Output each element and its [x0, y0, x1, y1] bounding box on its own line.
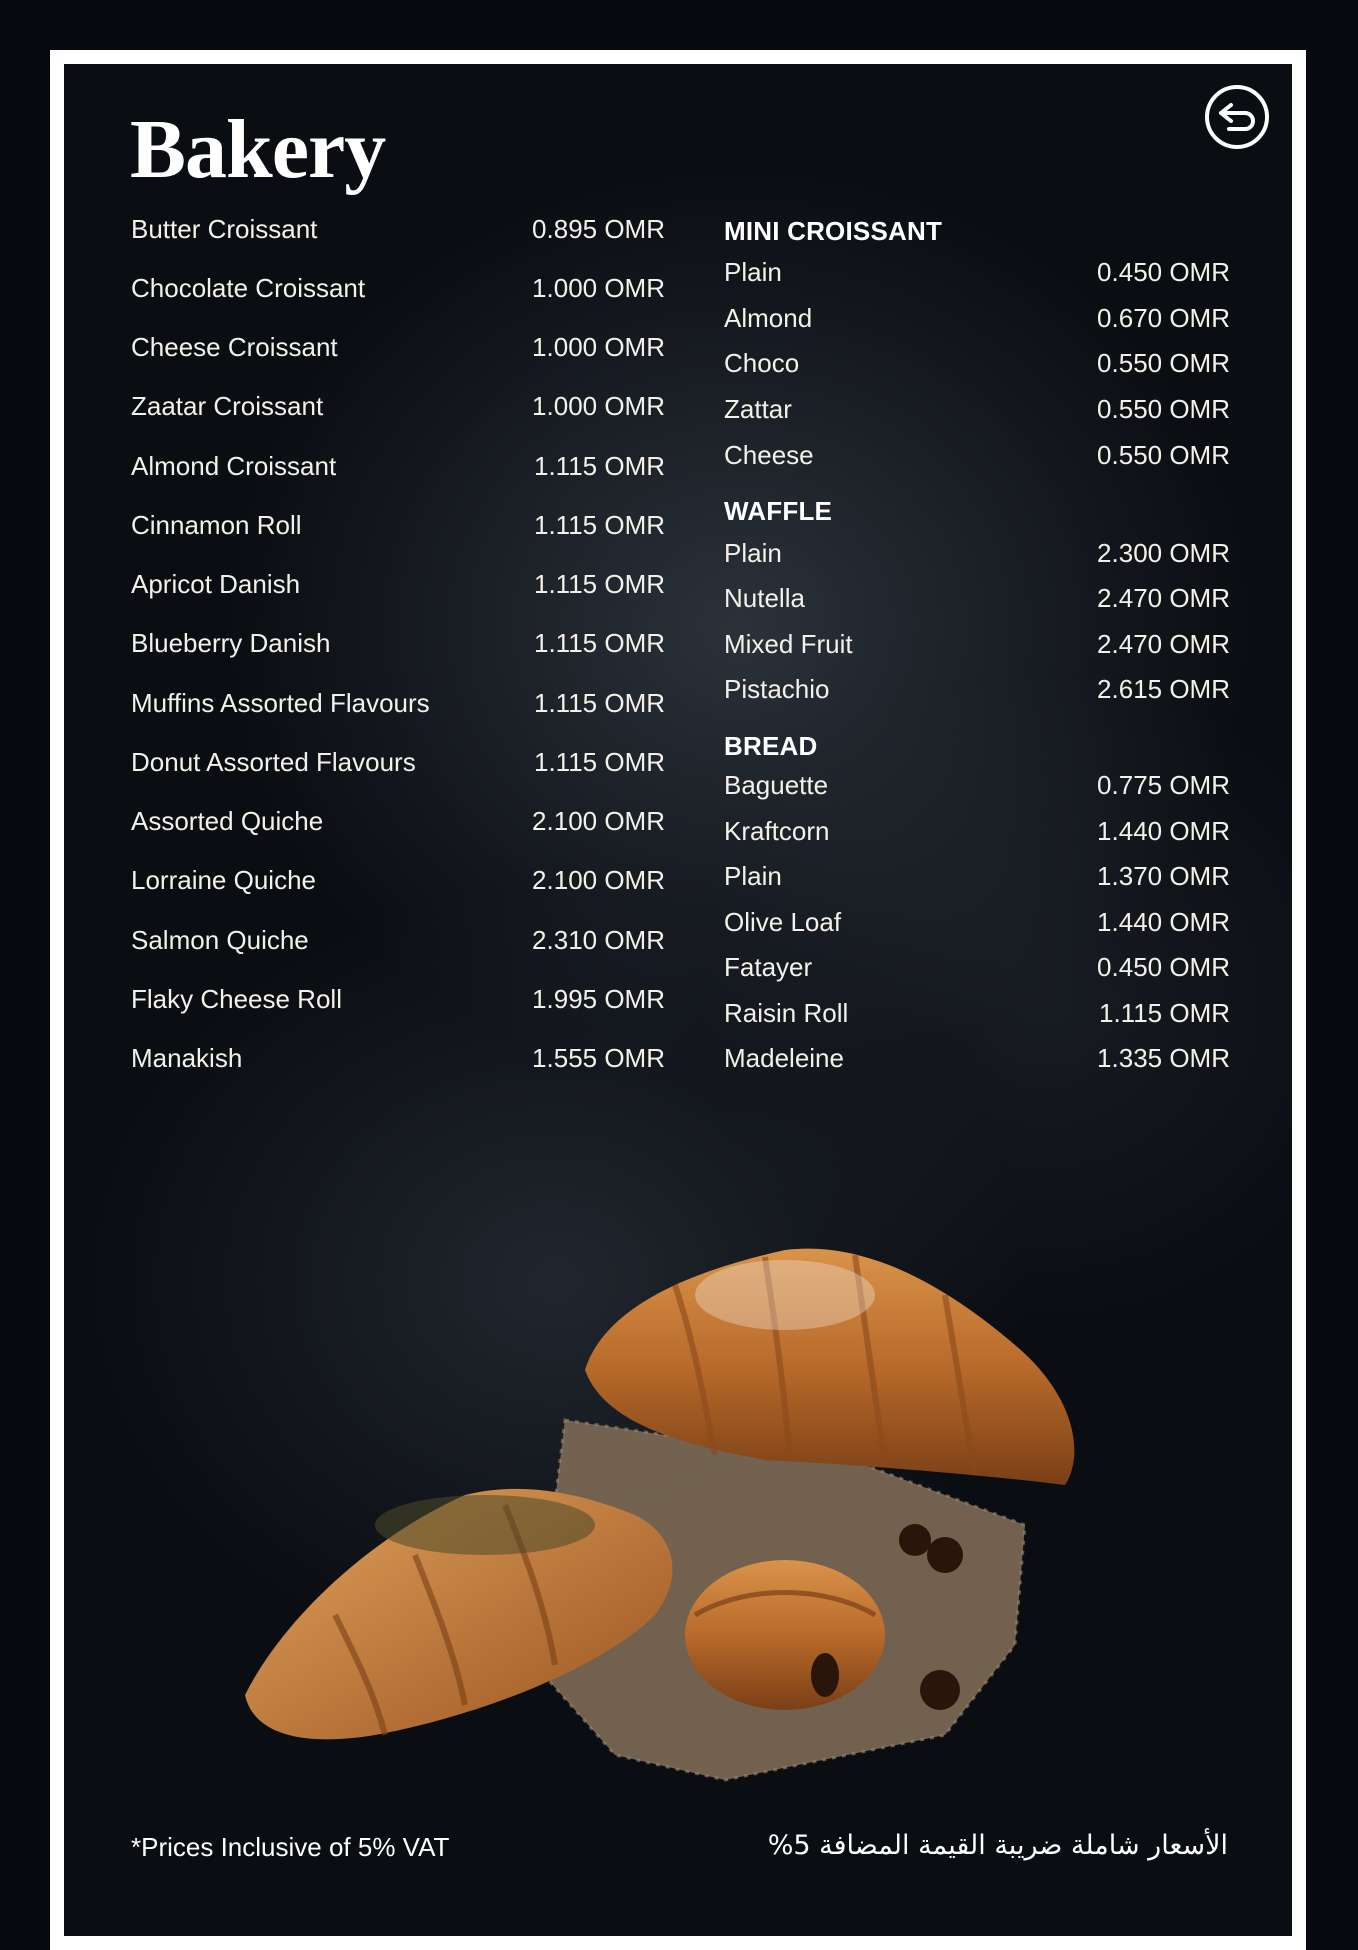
item-price: 2.310 OMR — [532, 925, 665, 955]
item-name: Olive Loaf — [724, 907, 842, 937]
item-name: Muffins Assorted Flavours — [131, 688, 430, 718]
item-name: Plain — [724, 257, 782, 287]
pain-au-chocolat — [685, 1560, 885, 1710]
item-price: 2.300 OMR — [1097, 538, 1230, 568]
item-price: 2.100 OMR — [532, 806, 665, 836]
item-name: Almond Croissant — [131, 451, 337, 481]
page-title: Bakery — [130, 103, 386, 196]
item-price: 1.115 OMR — [533, 628, 665, 658]
item-price: 1.440 OMR — [1097, 816, 1230, 846]
item-price: 2.100 OMR — [532, 865, 665, 895]
item-price: 0.550 OMR — [1097, 394, 1230, 424]
chocolate-chip — [899, 1524, 931, 1556]
item-price: 2.470 OMR — [1097, 583, 1230, 613]
item-name: Cinnamon Roll — [131, 510, 302, 540]
item-price: 1.115 OMR — [533, 451, 665, 481]
item-price: 1.115 OMR — [533, 569, 665, 599]
back-button[interactable] — [1205, 85, 1269, 149]
item-price: 0.895 OMR — [532, 214, 665, 244]
croissant-photo — [225, 1195, 1125, 1795]
item-name: Kraftcorn — [724, 816, 830, 846]
item-price: 0.450 OMR — [1097, 257, 1230, 287]
section-heading: WAFFLE — [724, 496, 833, 526]
item-price: 1.370 OMR — [1097, 861, 1230, 891]
item-price: 2.470 OMR — [1097, 629, 1230, 659]
item-name: Mixed Fruit — [724, 629, 853, 659]
item-price: 1.995 OMR — [532, 984, 665, 1014]
item-price: 1.335 OMR — [1097, 1043, 1230, 1073]
vat-note-english: *Prices Inclusive of 5% VAT — [131, 1832, 450, 1862]
item-price: 2.615 OMR — [1097, 674, 1230, 704]
item-name: Choco — [724, 348, 800, 378]
chocolate-chip — [920, 1670, 960, 1710]
item-price: 1.000 OMR — [532, 391, 665, 421]
item-price: 1.115 OMR — [1098, 998, 1230, 1028]
item-price: 1.115 OMR — [533, 688, 665, 718]
item-name: Lorraine Quiche — [131, 865, 316, 895]
vat-note-arabic: الأسعار شاملة ضريبة القيمة المضافة 5% — [767, 1830, 1228, 1861]
item-name: Cheese — [724, 440, 814, 470]
item-price: 0.450 OMR — [1097, 952, 1230, 982]
return-arrow-icon — [1217, 101, 1257, 133]
chocolate-chip — [927, 1537, 963, 1573]
item-price: 1.000 OMR — [532, 273, 665, 303]
item-price: 0.550 OMR — [1097, 440, 1230, 470]
item-name: Manakish — [131, 1043, 243, 1073]
item-name: Plain — [724, 861, 782, 891]
item-name: Butter Croissant — [131, 214, 318, 244]
item-price: 1.115 OMR — [533, 510, 665, 540]
item-name: Madeleine — [724, 1043, 844, 1073]
item-name: Pistachio — [724, 674, 830, 704]
item-name: Nutella — [724, 583, 805, 613]
item-price: 1.555 OMR — [532, 1043, 665, 1073]
item-name: Salmon Quiche — [131, 925, 309, 955]
item-name: Baguette — [724, 770, 829, 800]
section-heading: BREAD — [724, 731, 818, 761]
item-price: 1.440 OMR — [1097, 907, 1230, 937]
item-name: Donut Assorted Flavours — [131, 747, 416, 777]
item-name: Raisin Roll — [724, 998, 849, 1028]
item-name: Apricot Danish — [131, 569, 301, 599]
section-heading: MINI CROISSANT — [724, 216, 943, 246]
item-name: Zaatar Croissant — [131, 391, 324, 421]
item-price: 1.115 OMR — [533, 747, 665, 777]
item-name: Plain — [724, 538, 782, 568]
item-price: 1.000 OMR — [532, 332, 665, 362]
item-name: Zattar — [724, 394, 792, 424]
item-name: Cheese Croissant — [131, 332, 338, 362]
item-name: Almond — [724, 303, 813, 333]
item-name: Fatayer — [724, 952, 813, 982]
item-name: Chocolate Croissant — [131, 273, 366, 303]
item-price: 0.775 OMR — [1097, 770, 1230, 800]
item-name: Blueberry Danish — [131, 628, 331, 658]
item-name: Assorted Quiche — [131, 806, 324, 836]
item-price: 0.670 OMR — [1097, 303, 1230, 333]
item-name: Flaky Cheese Roll — [131, 984, 342, 1014]
item-price: 0.550 OMR — [1097, 348, 1230, 378]
